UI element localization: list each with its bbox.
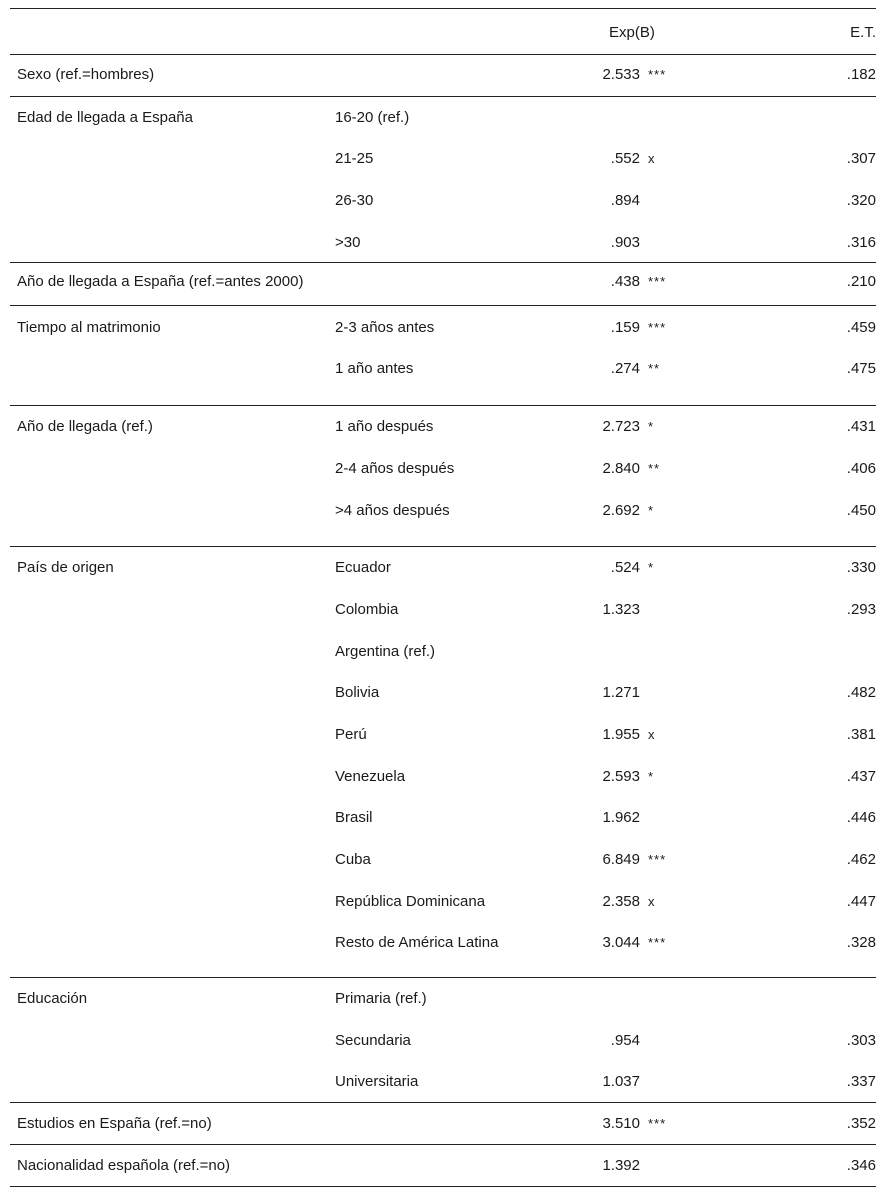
row-exp-b: 2.533 — [602, 66, 640, 83]
row-std-error: .431 — [846, 418, 876, 435]
row-category: 2-4 años después — [335, 460, 455, 477]
row-significance: *** — [648, 67, 667, 82]
row-category: Bolivia — [335, 684, 380, 701]
row-label: Tiempo al matrimonio — [17, 319, 161, 336]
row-significance: *** — [648, 935, 667, 950]
row-std-error: .210 — [846, 273, 876, 290]
row-exp-b: 2.358 — [602, 893, 640, 910]
row-exp-b: .438 — [610, 273, 640, 290]
row-std-error: .381 — [846, 726, 876, 743]
row-exp-b: 2.692 — [602, 502, 640, 519]
row-std-error: .482 — [846, 684, 876, 701]
table-top-rule — [10, 8, 876, 9]
row-label: Edad de llegada a España — [17, 109, 193, 126]
row-category: 1 año después — [335, 418, 434, 435]
row-label: Nacionalidad española (ref.=no) — [17, 1157, 231, 1174]
row-category: Universitaria — [335, 1073, 419, 1090]
row-std-error: .330 — [846, 559, 876, 576]
row-significance: x — [648, 894, 656, 909]
row-significance: ** — [648, 361, 661, 376]
group-rule — [10, 1144, 876, 1145]
row-significance: * — [648, 769, 655, 784]
header-bottom-rule — [10, 54, 876, 55]
row-exp-b: 1.323 — [602, 601, 640, 618]
row-exp-b: 2.723 — [602, 418, 640, 435]
group-rule — [10, 262, 876, 263]
group-rule — [10, 1102, 876, 1103]
row-exp-b: 2.840 — [602, 460, 640, 477]
row-significance: * — [648, 419, 655, 434]
row-label: Estudios en España (ref.=no) — [17, 1115, 212, 1132]
row-exp-b: .894 — [610, 192, 640, 209]
row-category: Resto de América Latina — [335, 934, 499, 951]
row-std-error: .406 — [846, 460, 876, 477]
row-exp-b: .903 — [610, 234, 640, 251]
row-std-error: .316 — [846, 234, 876, 251]
row-exp-b: 1.962 — [602, 809, 640, 826]
row-category: Colombia — [335, 601, 399, 618]
row-category: Ecuador — [335, 559, 391, 576]
row-exp-b: 6.849 — [602, 851, 640, 868]
row-label: Sexo (ref.=hombres) — [17, 66, 155, 83]
row-label: Año de llegada (ref.) — [17, 418, 153, 435]
row-std-error: .337 — [846, 1073, 876, 1090]
row-significance: *** — [648, 852, 667, 867]
row-significance: ** — [648, 461, 661, 476]
row-std-error: .446 — [846, 809, 876, 826]
group-rule — [10, 96, 876, 97]
row-std-error: .462 — [846, 851, 876, 868]
row-std-error: .450 — [846, 502, 876, 519]
row-std-error: .182 — [846, 66, 876, 83]
row-std-error: .475 — [846, 360, 876, 377]
row-label: Educación — [17, 990, 88, 1007]
row-exp-b: 1.955 — [602, 726, 640, 743]
row-std-error: .307 — [846, 150, 876, 167]
row-std-error: .303 — [846, 1032, 876, 1049]
row-category: Primaria (ref.) — [335, 990, 427, 1007]
row-std-error: .320 — [846, 192, 876, 209]
group-rule — [10, 405, 876, 406]
row-significance: * — [648, 560, 655, 575]
row-std-error: .447 — [846, 893, 876, 910]
header-std-error: E.T. — [850, 24, 876, 41]
row-category: Argentina (ref.) — [335, 643, 436, 660]
row-std-error: .459 — [846, 319, 876, 336]
row-exp-b: 3.044 — [602, 934, 640, 951]
group-rule — [10, 305, 876, 306]
row-std-error: .437 — [846, 768, 876, 785]
group-rule — [10, 546, 876, 547]
row-category: Perú — [335, 726, 367, 743]
row-category: >30 — [335, 234, 361, 251]
row-exp-b: .159 — [610, 319, 640, 336]
row-label: Año de llegada a España (ref.=antes 2000) — [17, 273, 304, 290]
row-category: 1 año antes — [335, 360, 414, 377]
row-category: 16-20 (ref.) — [335, 109, 410, 126]
row-exp-b: .274 — [610, 360, 640, 377]
row-category: 2-3 años antes — [335, 319, 435, 336]
row-std-error: .352 — [846, 1115, 876, 1132]
row-label: País de origen — [17, 559, 114, 576]
row-category: República Dominicana — [335, 893, 486, 910]
row-exp-b: .954 — [610, 1032, 640, 1049]
row-significance: x — [648, 151, 656, 166]
row-category: >4 años después — [335, 502, 450, 519]
row-exp-b: .524 — [610, 559, 640, 576]
row-std-error: .346 — [846, 1157, 876, 1174]
row-exp-b: 1.037 — [602, 1073, 640, 1090]
row-significance: *** — [648, 1116, 667, 1131]
row-category: 26-30 — [335, 192, 374, 209]
row-exp-b: 2.593 — [602, 768, 640, 785]
row-std-error: .328 — [846, 934, 876, 951]
row-significance: * — [648, 503, 655, 518]
row-category: Venezuela — [335, 768, 406, 785]
row-exp-b: 3.510 — [602, 1115, 640, 1132]
row-exp-b: 1.392 — [602, 1157, 640, 1174]
row-significance: x — [648, 727, 656, 742]
row-significance: *** — [648, 274, 667, 289]
header-exp-b: Exp(B) — [609, 24, 655, 41]
row-category: Secundaria — [335, 1032, 411, 1049]
row-std-error: .293 — [846, 601, 876, 618]
row-exp-b: 1.271 — [602, 684, 640, 701]
table-bottom-rule — [10, 1186, 876, 1187]
row-category: Brasil — [335, 809, 373, 826]
row-category: 21-25 — [335, 150, 374, 167]
row-significance: *** — [648, 320, 667, 335]
row-category: Cuba — [335, 851, 371, 868]
row-exp-b: .552 — [610, 150, 640, 167]
group-rule — [10, 977, 876, 978]
